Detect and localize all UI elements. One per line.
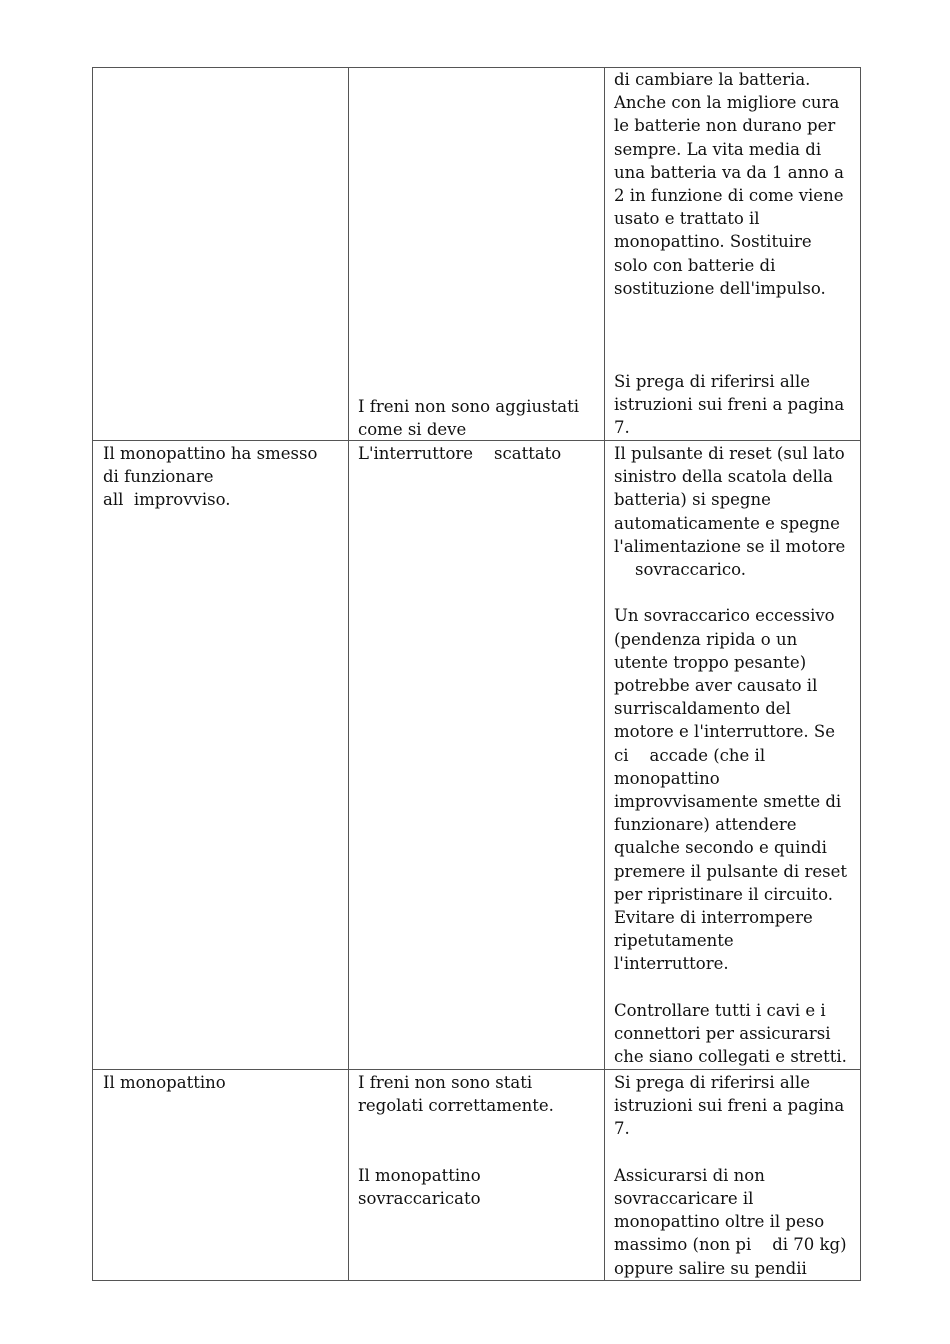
solution-cell: di cambiare la batteria. Anche con la migliore cura le batterie non durano per sempre. La vita media di una batteria va da 1 anno a 2 in funzione di come viene usato e trattato il monopattino. Sostituire solo con batterie di sostituzione dell'impulso. Si prega di riferirsi alle istruzioni sui freni a pagina 7.: [614, 70, 845, 438]
column-divider: [348, 68, 349, 1280]
cause-cell: I freni non sono stati regolati correttamente. Il monopattino sovraccaricato: [358, 1073, 554, 1209]
solution-cell: Si prega di riferirsi alle istruzioni sui freni a pagina 7. Assicurarsi di non sovraccaricare il monopattino oltre il peso massimo (non pi di 70 kg) oppure salire su pendii: [614, 1073, 847, 1278]
problem-cell: Il monopattino ha smesso di funzionare all improvviso.: [103, 444, 318, 510]
troubleshooting-table: [92, 67, 861, 1281]
cause-cell: L'interruttore scattato: [358, 444, 562, 463]
cause-cell: I freni non sono aggiustati come si deve: [358, 397, 580, 440]
solution-cell: Il pulsante di reset (sul lato sinistro della scatola della batteria) si spegne automaticamente e spegne l'alimentazione se il motore sovraccarico. Un sovraccarico eccessivo (pendenza ripida o un utente troppo pesante) potrebbe aver causato il surriscaldamento del motore e l'interruttore. Se ci accade (che il monopattino improvvisamente smette di funzionare) attendere qualche secondo e quindi premere il pulsante di reset per ripristinare il circuito. Evitare di interrompere ripetutamente l'interruttore. Controllare tutti i cavi e i connettori per assicurarsi che siano collegati e stretti.: [614, 444, 847, 1067]
column-divider: [604, 68, 605, 1280]
row-divider: [93, 1069, 860, 1070]
problem-cell: Il monopattino: [103, 1073, 226, 1092]
